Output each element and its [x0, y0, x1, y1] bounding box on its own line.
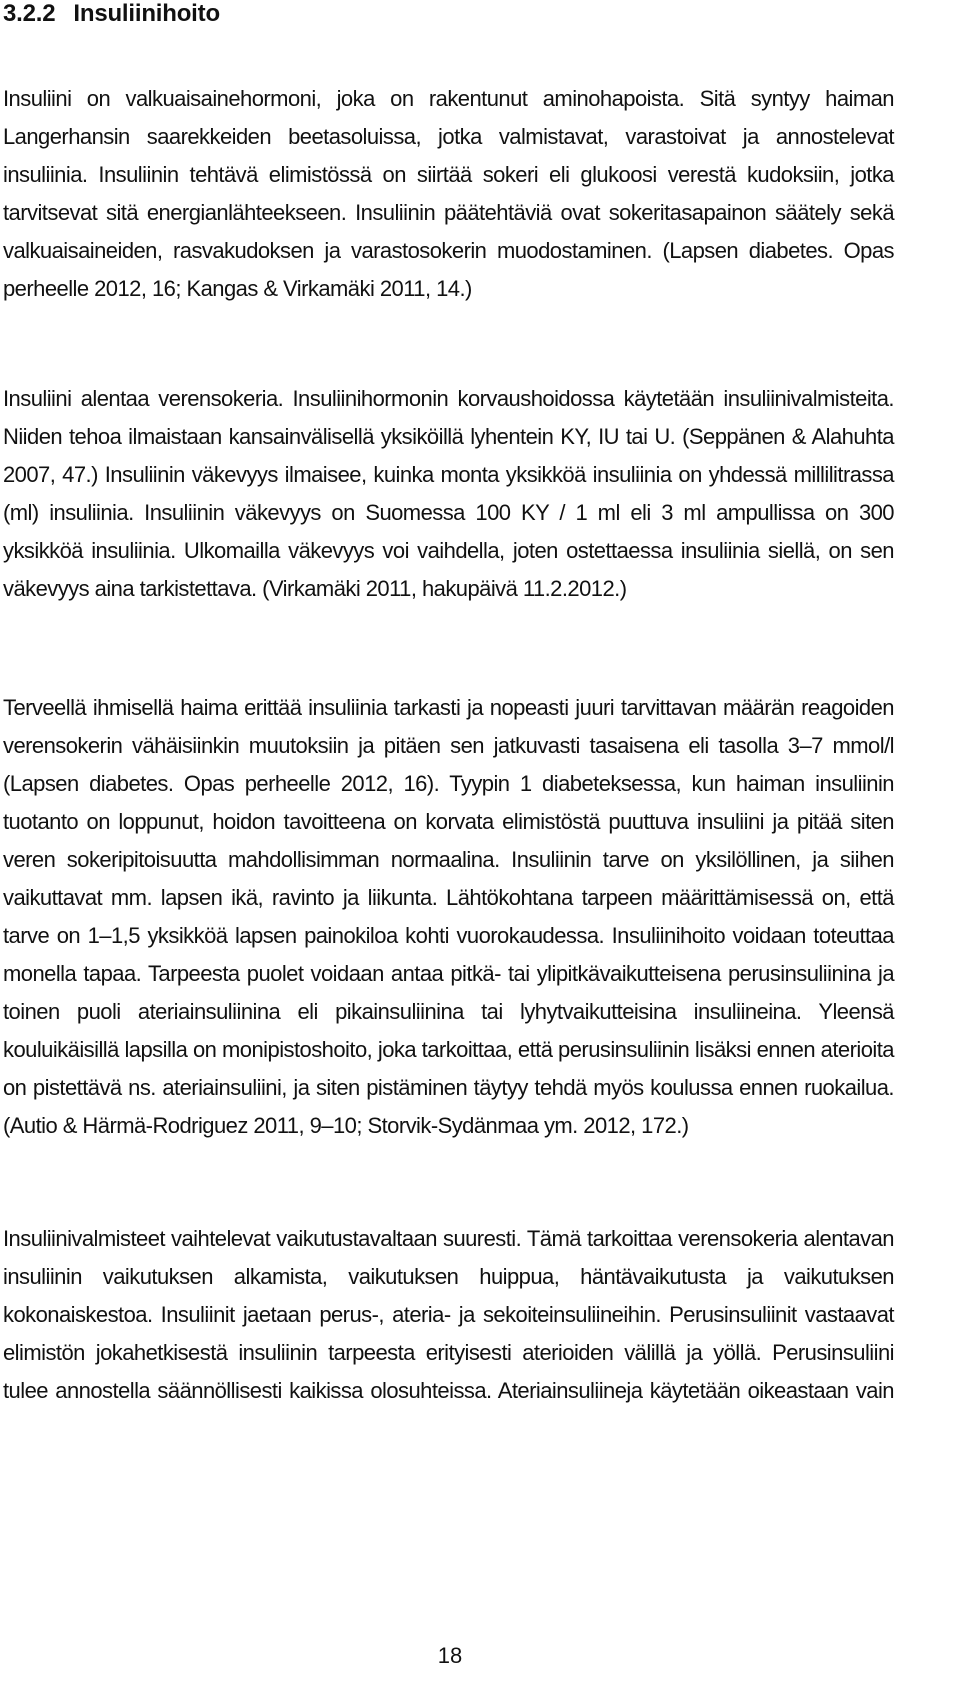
paragraph-line: Niiden tehoa ilmaistaan kansainvälisellä yksiköillä lyhentein KY, IU tai U. (Seppänen & Alahuhta [3, 424, 894, 449]
paragraph-line: kokonaiskestoa. Insuliinit jaetaan perus-, ateria- ja sekoiteinsuliineihin. Perusinsuliinit vastaavat [3, 1302, 894, 1327]
paragraph-line: Insuliini on valkuaisainehormoni, joka on rakentunut aminohapoista. Sitä syntyy haiman [3, 86, 894, 111]
paragraph-2 [3, 380, 894, 608]
paragraph-line: Insuliinivalmisteet vaihtelevat vaikutustavaltaan suuresti. Tämä tarkoittaa verensokeria alentavan [3, 1226, 894, 1251]
paragraph-line: tulee annostella säännöllisesti kaikissa olosuhteissa. Ateriainsuliineja käytetään oikeastaan vain [3, 1378, 894, 1403]
paragraph-line: monella tapaa. Tarpeesta puolet voidaan antaa pitkä- tai ylipitkävaikutteisena perusinsuliinina ja [3, 961, 894, 986]
paragraph-line: tarve on 1–1,5 yksikköä lapsen painokiloa kohti vuorokaudessa. Insuliinihoito voidaan toteuttaa [3, 923, 894, 948]
paragraph-line: (ml) insuliinia. Insuliinin väkevyys on Suomessa 100 KY / 1 ml eli 3 ml ampullissa on 300 [3, 500, 894, 525]
paragraph-line: (Lapsen diabetes. Opas perheelle 2012, 16). Tyypin 1 diabeteksessa, kun haiman insuliinin [3, 771, 894, 796]
paragraph-3 [3, 689, 894, 1145]
paragraph-1 [3, 80, 894, 308]
paragraph-line: insuliinia. Insuliinin tehtävä elimistössä on siirtää sokeri eli glukoosi verestä kudoksiin, jotka [3, 162, 894, 187]
paragraph-line: Insuliini alentaa verensokeria. Insuliinihormonin korvaushoidossa käytetään insuliinivalmisteita. [3, 386, 894, 411]
paragraph-line: verensokerin vähäisiinkin muutoksiin ja pitäen sen jatkuvasti tasaisena eli tasolla 3–7 mmol/l [3, 733, 894, 758]
paragraph-line: perheelle 2012, 16; Kangas & Virkamäki 2011, 14.) [3, 276, 472, 301]
paragraph-line: toinen puoli ateriainsuliinina eli pikainsuliinina tai lyhytvaikutteisina insuliineina. Yleensä [3, 999, 894, 1024]
paragraph-line: tarvitsevat sitä energianlähteekseen. Insuliinin päätehtäviä ovat sokeritasapainon säätely sekä [3, 200, 894, 225]
paragraph-line: vaikuttavat mm. lapsen ikä, ravinto ja liikunta. Lähtökohtana tarpeen määrittämisessä on, että [3, 885, 894, 910]
page-number: 18 [437, 1643, 463, 1668]
paragraph-line: elimistön jokahetkisestä insuliinin tarpeesta erityisesti aterioiden välillä ja yöllä. Perusinsuliini [3, 1340, 894, 1365]
paragraph-line: yksikköä insuliinia. Ulkomailla väkevyys voi vaihdella, joten ostettaessa insuliinia siellä, on sen [3, 538, 894, 563]
paragraph-line: valkuaisaineiden, rasvakudoksen ja varastosokerin muodostaminen. (Lapsen diabetes. Opas [3, 238, 894, 263]
paragraph-line: Langerhansin saarekkeiden beetasoluissa, jotka valmistavat, varastoivat ja annostelevat [3, 124, 894, 149]
paragraph-line: (Autio & Härmä-Rodriguez 2011, 9–10; Storvik-Sydänmaa ym. 2012, 172.) [3, 1113, 689, 1138]
paragraph-line: veren sokeripitoisuutta mahdollisimman normaalina. Insuliinin tarve on yksilöllinen, ja siihen [3, 847, 894, 872]
paragraph-line: Terveellä ihmisellä haima erittää insuliinia tarkasti ja nopeasti juuri tarvittavan määrän reagoiden [3, 695, 894, 720]
paragraph-line: tuotanto on loppunut, hoidon tavoitteena on korvata elimistöstä puuttuva insuliini ja pitää siten [3, 809, 894, 834]
section-title: Insuliinihoito [73, 0, 220, 27]
paragraph-line: on pistettävä ns. ateriainsuliini, ja siten pistäminen täytyy tehdä myös koulussa ennen ruokailua. [3, 1075, 894, 1100]
paragraph-line: kouluikäisillä lapsilla on monipistoshoito, joka tarkoittaa, että perusinsuliinin lisäksi ennen aterioita [3, 1037, 894, 1062]
section-number: 3.2.2 [3, 0, 56, 27]
section-heading [3, 0, 220, 28]
paragraph-4 [3, 1220, 894, 1410]
paragraph-line: väkevyys aina tarkistettava. (Virkamäki 2011, hakupäivä 11.2.2012.) [3, 576, 627, 601]
paragraph-line: 2007, 47.) Insuliinin väkevyys ilmaisee, kuinka monta yksikköä insuliinia on yhdessä millilitrassa [3, 462, 894, 487]
paragraph-line: insuliinin vaikutuksen alkamista, vaikutuksen huippua, häntävaikutusta ja vaikutuksen [3, 1264, 894, 1289]
